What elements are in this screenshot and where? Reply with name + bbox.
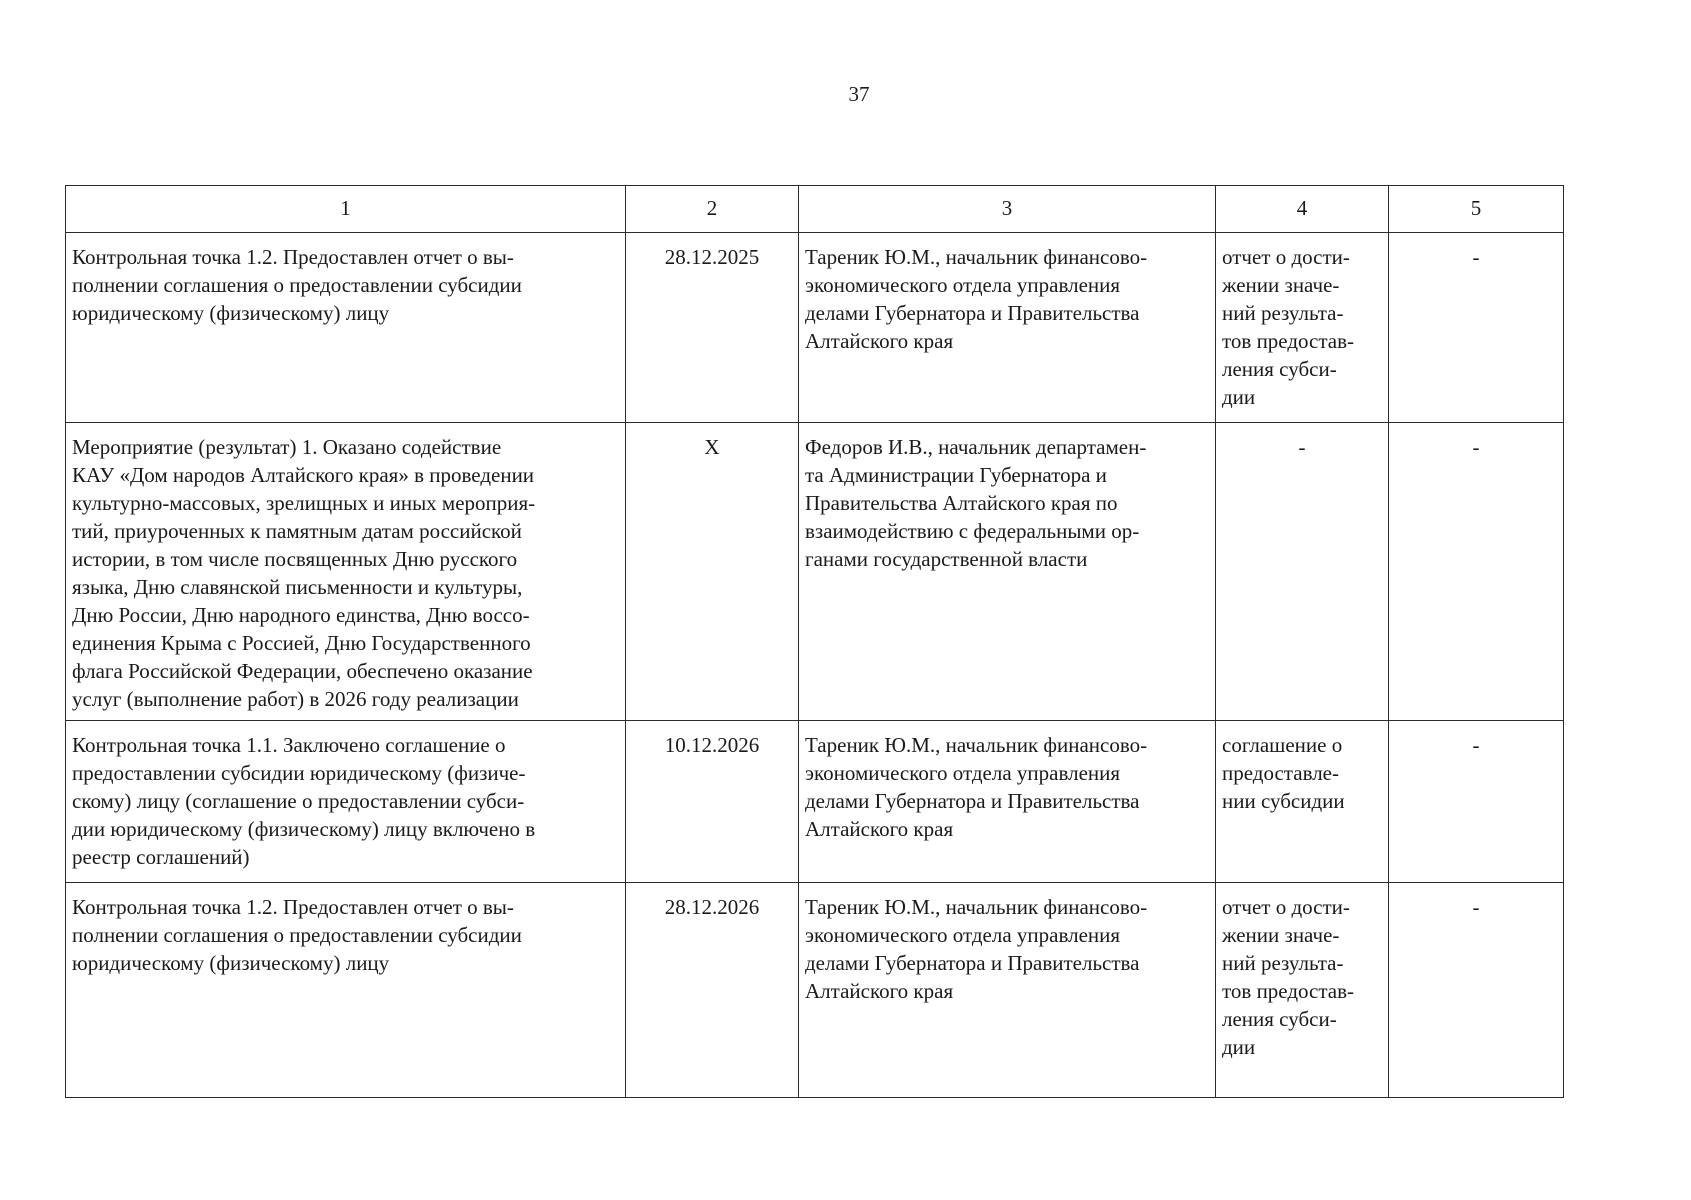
table-row	[66, 423, 1564, 721]
table-row	[66, 233, 1564, 423]
responsible-cell	[799, 883, 1216, 1098]
info-system: -	[1472, 895, 1480, 919]
responsible-cell	[799, 721, 1216, 883]
event-description: Мероприятие (результат) 1. Оказано содействие КАУ «Дом народов Алтайского края» в проведении культурно-массовых, зрелищных и иных мероприя- тий, приуроченных к памятным датам российской истории, в том числе посвященных Дню русского языка, Дню славянской письменности и культуры, Дню России, Дню народного единства, Дню воссо- единения Крыма с Россией, Дню Государственного флага Российской Федерации, обеспечено оказание услуг (выполнение работ) в 2026 году реализации	[72, 435, 536, 711]
document: -	[1298, 435, 1306, 459]
table-row	[66, 721, 1564, 883]
info-system: -	[1472, 245, 1480, 269]
responsible-cell	[799, 423, 1216, 721]
column-header: 1	[66, 186, 626, 233]
event-description: Контрольная точка 1.2. Предоставлен отчет о вы- полнении соглашения о предоставлении субсидии юридическому (физическому) лицу	[72, 245, 522, 325]
table-header-row	[66, 186, 1564, 233]
info-system-cell	[1389, 423, 1564, 721]
event-description: Контрольная точка 1.2. Предоставлен отчет о вы- полнении соглашения о предоставлении субсидии юридическому (физическому) лицу	[72, 895, 522, 975]
document-cell	[1216, 721, 1389, 883]
page-number: 37	[848, 82, 870, 106]
info-system: -	[1472, 435, 1480, 459]
deadline-cell	[626, 423, 799, 721]
responsible: Федоров И.В., начальник департамен- та Администрации Губернатора и Правительства Алтайского края по взаимодействию с федеральными ор- ганами государственной власти	[805, 435, 1147, 571]
responsible: Тареник Ю.М., начальник финансово- экономического отдела управления делами Губернатора и Правительства Алтайского края	[805, 245, 1148, 353]
responsible: Тареник Ю.М., начальник финансово- экономического отдела управления делами Губернатора и Правительства Алтайского края	[805, 733, 1148, 841]
event-description-cell	[66, 883, 626, 1098]
deadline-cell	[626, 233, 799, 423]
table-row	[66, 883, 1564, 1098]
event-description: Контрольная точка 1.1. Заключено соглашение о предоставлении субсидии юридическому (физиче- скому) лицу (соглашение о предоставлении субси- дии юридическому (физическому) лицу включено в реестр соглашений)	[72, 733, 536, 869]
column-header: 3	[799, 186, 1216, 233]
deadline: 28.12.2025	[664, 245, 760, 269]
column-header: 5	[1389, 186, 1564, 233]
column-header: 4	[1216, 186, 1389, 233]
event-description-cell	[66, 423, 626, 721]
info-system: -	[1472, 733, 1480, 757]
document-cell	[1216, 233, 1389, 423]
deadline: 10.12.2026	[664, 733, 760, 757]
document: отчет о дости- жении значе- ний результа- тов предостав- ления субси- дии	[1222, 245, 1355, 409]
responsible-cell	[799, 233, 1216, 423]
deadline-cell	[626, 883, 799, 1098]
column-header: 2	[626, 186, 799, 233]
event-description-cell	[66, 233, 626, 423]
document-cell	[1216, 883, 1389, 1098]
info-system-cell	[1389, 233, 1564, 423]
deadline: 28.12.2026	[664, 895, 760, 919]
responsible: Тареник Ю.М., начальник финансово- экономического отдела управления делами Губернатора и Правительства Алтайского края	[805, 895, 1148, 1003]
document: отчет о дости- жении значе- ний результа- тов предостав- ления субси- дии	[1222, 895, 1355, 1059]
event-description-cell	[66, 721, 626, 883]
info-system-cell	[1389, 721, 1564, 883]
document: соглашение о предоставле- нии субсидии	[1222, 733, 1345, 813]
document-cell	[1216, 423, 1389, 721]
deadline: X	[704, 435, 720, 459]
deadline-cell	[626, 721, 799, 883]
plan-table	[65, 185, 1564, 1098]
info-system-cell	[1389, 883, 1564, 1098]
